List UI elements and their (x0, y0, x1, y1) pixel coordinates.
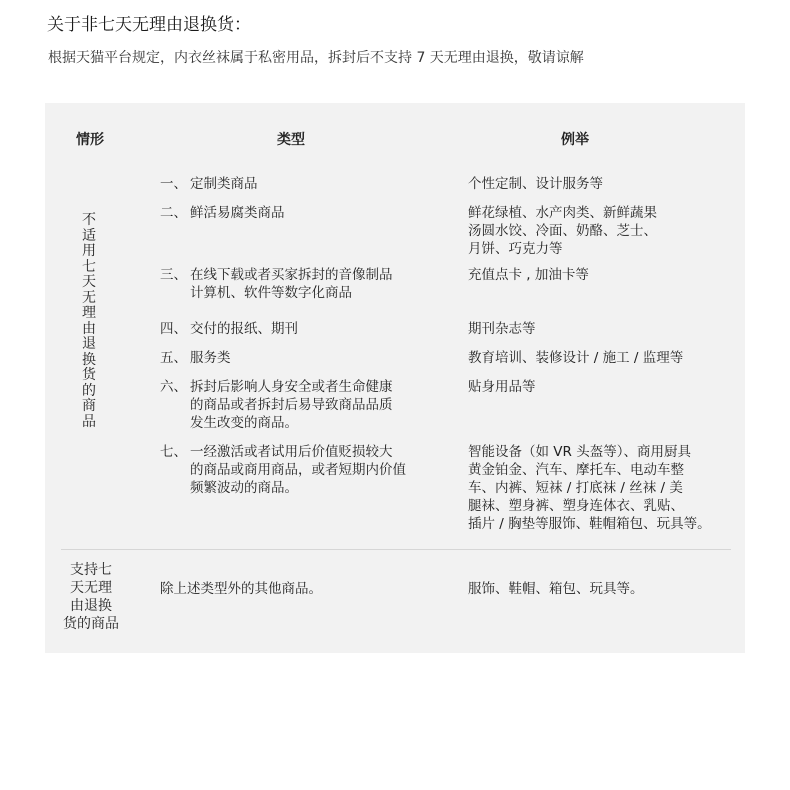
row-example: 服饰、鞋帽、箱包、玩具等。 (468, 581, 644, 597)
row-example-line: 智能设备（如 VR 头盔等）、商用厨具 (468, 444, 691, 460)
group-label-line: 天无理 (70, 580, 112, 596)
header-situation: 情形 (76, 132, 104, 148)
row-example (468, 378, 738, 396)
row-example-line: 贴身用品等 (468, 379, 536, 395)
row-type (160, 378, 420, 432)
row-type-line: 拆封后影响人身安全或者生命健康 (190, 379, 393, 395)
group-divider (61, 549, 731, 550)
notice-text: 根据天猫平台规定，内衣丝袜属于私密用品，拆封后不支持 7 天无理由退换，敬请谅解 (48, 50, 584, 66)
row-type (160, 175, 420, 193)
row-type (160, 349, 420, 367)
row-example-line: 期刊杂志等 (468, 321, 536, 337)
row-example-line: 月饼、巧克力等 (468, 241, 563, 257)
row-example (468, 175, 738, 193)
row-type-line: 在线下载或者买家拆封的音像制品 (190, 267, 393, 283)
row-type-line: 鲜活易腐类商品 (190, 205, 285, 221)
row-example-line: 教育培训、装修设计 / 施工 / 监理等 (468, 350, 684, 366)
row-example-line: 车、内裤、短袜 / 打底袜 / 丝袜 / 美 (468, 480, 683, 496)
row-example-line: 汤圆水饺、冷面、奶酪、芝士、 (468, 223, 657, 239)
page-title: 关于非七天无理由退换货： (47, 15, 251, 35)
group-label-supported (59, 561, 123, 633)
row-type-line: 交付的报纸、期刊 (190, 321, 298, 337)
row-example (468, 266, 738, 284)
row-number: 一、 (160, 176, 187, 192)
row-type-line: 计算机、软件等数字化商品 (190, 285, 352, 301)
row-type (160, 443, 420, 497)
row-number: 六、 (160, 379, 187, 395)
group-label-line: 货的商品 (63, 616, 119, 632)
row-type-line: 发生改变的商品。 (190, 415, 298, 431)
row-example (468, 204, 738, 258)
group-label-not-applicable: 不适用七天无理由退换货的商品 (82, 212, 96, 430)
row-number: 二、 (160, 205, 187, 221)
group-label-line: 由退换 (70, 598, 112, 614)
row-type (160, 320, 420, 338)
row-example (468, 320, 738, 338)
row-type-line: 定制类商品 (190, 176, 258, 192)
row-number: 三、 (160, 267, 187, 283)
row-example-line: 黄金铂金、汽车、摩托车、电动车整 (468, 462, 684, 478)
group-label-line: 支持七 (70, 562, 112, 578)
row-example (468, 443, 738, 533)
row-type-line: 频繁波动的商品。 (190, 480, 298, 496)
row-type-line: 的商品或商用商品，或者短期内价值 (190, 462, 406, 478)
row-number: 五、 (160, 350, 187, 366)
row-type (160, 266, 420, 302)
row-type-line: 的商品或者拆封后易导致商品品质 (190, 397, 393, 413)
row-example-line: 充值点卡 , 加油卡等 (468, 267, 589, 283)
row-example-line: 插片 / 胸垫等服饰、鞋帽箱包、玩具等。 (468, 516, 711, 532)
row-type: 除上述类型外的其他商品。 (160, 581, 322, 597)
row-example-line: 个性定制、设计服务等 (468, 176, 603, 192)
row-type-line: 一经激活或者试用后价值贬损较大 (190, 444, 393, 460)
row-example (468, 349, 738, 367)
header-type: 类型 (277, 132, 305, 148)
return-policy-table (45, 103, 745, 653)
row-type (160, 204, 420, 222)
row-number: 四、 (160, 321, 187, 337)
row-type-line: 服务类 (190, 350, 231, 366)
row-example-line: 鲜花绿植、水产肉类、新鲜蔬果 (468, 205, 657, 221)
row-example-line: 腿袜、塑身裤、塑身连体衣、乳贴、 (468, 498, 684, 514)
row-number: 七、 (160, 444, 187, 460)
header-example: 例举 (561, 132, 589, 148)
